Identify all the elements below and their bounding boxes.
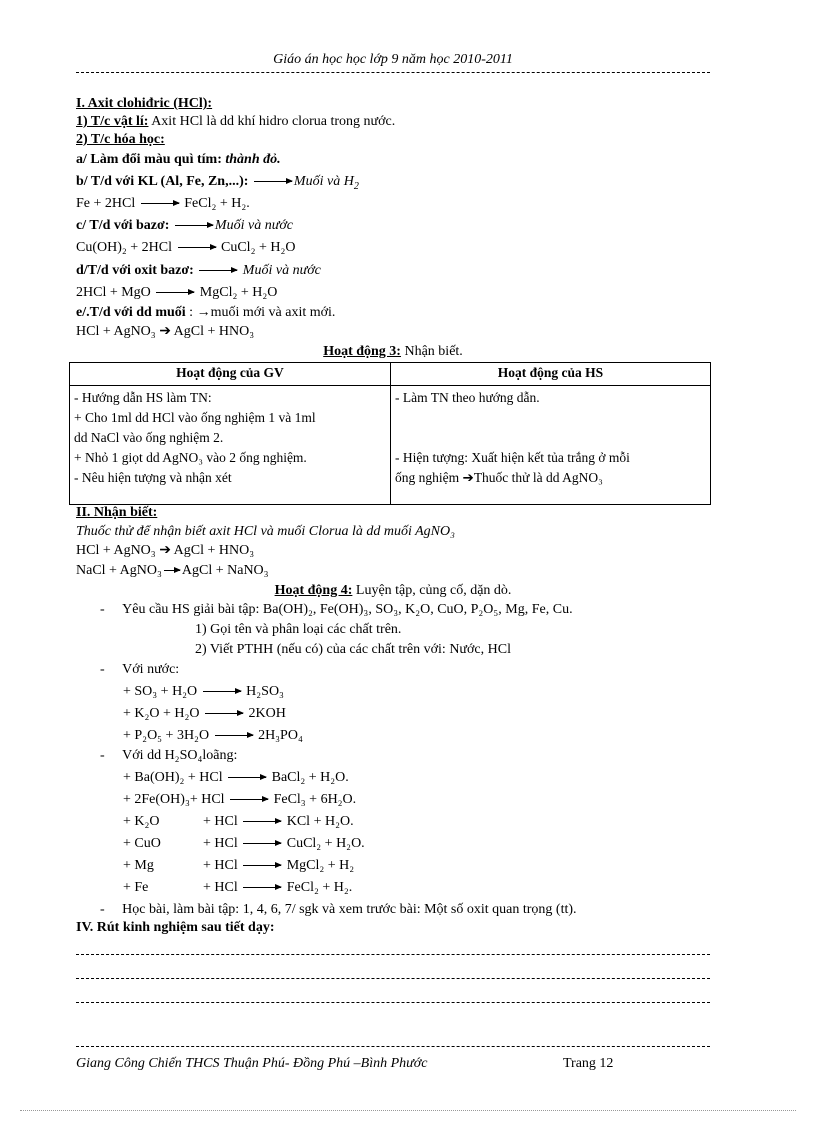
eq3-right: MgCl₂ + H₂O: [199, 285, 278, 300]
w3-right: 2H₃PO₄: [258, 728, 303, 743]
col-gv-header: Hoạt động của GV: [70, 363, 391, 386]
acid-eq-2: [123, 792, 356, 808]
equation-4: [76, 324, 254, 340]
a2-left: + 2Fe(OH)₃+ HCl: [123, 792, 225, 807]
gv-line: - Nêu hiện tượng và nhận xét: [74, 470, 232, 485]
equation-1: [76, 196, 250, 212]
notes-line: [76, 978, 710, 979]
activity3-text: Nhận biết.: [400, 344, 463, 359]
acid-label: Với dd H₂SO₄loãng:: [122, 748, 238, 763]
arrow-icon: [228, 777, 266, 778]
w1-right: H₂SO₃: [246, 684, 284, 699]
section2-heading: II. Nhận biết:: [76, 505, 158, 520]
implies-icon: ➔: [462, 470, 474, 485]
acid-eq-1: [123, 770, 349, 786]
notes-line: [76, 954, 710, 955]
arrow-icon: [199, 270, 237, 271]
physical-property: [76, 114, 395, 130]
water-eq-2: [123, 706, 286, 722]
arrow-icon: [156, 292, 194, 293]
a5-a: + Mg: [123, 858, 154, 873]
d-result: Muối và nước: [242, 263, 321, 278]
chemical-property-heading: 2) T/c hóa học:: [76, 132, 165, 147]
acid-eq-6: [123, 880, 352, 896]
hs-line: [395, 468, 706, 488]
homework-text: Học bài, làm bài tập: 1, 4, 6, 7/ sgk và xem trước bài: Một số oxit quan trọng (tt).: [122, 902, 577, 917]
a6-b: + HCl: [203, 880, 238, 895]
e-label: e/.T/d với dd muối: [76, 305, 186, 320]
a1-left: + Ba(OH)₂ + HCl: [123, 770, 223, 785]
hs-cell: [391, 386, 711, 505]
eq1-left: Fe + 2HCl: [76, 196, 136, 211]
gv-line: + Nhỏ 1 giọt dd AgNO₃ vào 2 ống nghiệm.: [74, 450, 307, 465]
activity4-text: Luyện tập, củng cố, dặn dò.: [352, 583, 512, 598]
eq1-right: FeCl₂ + H₂.: [184, 196, 250, 211]
page-bottom-border: [20, 1110, 796, 1111]
b-result-sub: 2: [353, 180, 359, 192]
reagent-text: Thuốc thử để nhận biết axit HCl và muối Clorua là dd muối AgNO₃: [76, 524, 455, 539]
equation-3: [76, 285, 277, 301]
b-label: b/ T/d với KL (Al, Fe, Zn,...):: [76, 174, 249, 189]
water-label: Với nước:: [122, 662, 180, 677]
hs-line3b: Thuốc thử là dd AgNO₃: [473, 470, 603, 485]
arrow-icon: [254, 181, 292, 182]
a4-right: CuCl₂ + H₂O.: [286, 836, 365, 851]
w3-left: + P₂O₅ + 3H₂O: [123, 728, 210, 743]
arrow-icon: [243, 865, 281, 866]
water-eq-1: [123, 684, 284, 700]
gv-line: - Hướng dẫn HS làm TN:: [74, 390, 212, 405]
acid-item: - Với dd H₂SO₄loãng:: [100, 748, 238, 763]
activity3-table: [69, 362, 711, 505]
water-eq-3: [123, 728, 303, 744]
task-text: Yêu cầu HS giải bài tập: Ba(OH)₂, Fe(OH)₃, SO₃, K₂O, CuO, P₂O₅, Mg, Fe, Cu.: [122, 602, 573, 617]
notes-line: [76, 1002, 710, 1003]
eq5-right: AgCl + HNO₃: [173, 543, 255, 558]
arrow-icon: [243, 821, 281, 822]
equation-2: [76, 240, 295, 256]
gv-line: + Cho 1ml dd HCl vào ống nghiệm 1 và 1ml: [74, 410, 316, 425]
homework-item: - Học bài, làm bài tập: 1, 4, 6, 7/ sgk và xem trước bài: Một số oxit quan trọng (tt).: [100, 902, 577, 917]
a5-b: + HCl: [203, 858, 238, 873]
equation-6: [76, 563, 269, 579]
section4-heading: IV. Rút kinh nghiệm sau tiết dạy:: [76, 920, 275, 935]
footer-rule: [76, 1046, 710, 1047]
a-text: thành đỏ.: [221, 152, 281, 167]
property-b: [76, 174, 359, 195]
b-result: Muối và H: [293, 174, 354, 189]
a4-b: + HCl: [203, 836, 238, 851]
arrow-icon: [230, 799, 268, 800]
eq5-left: HCl + AgNO₃: [76, 543, 156, 558]
arrow-icon: [243, 887, 281, 888]
eq6-right: AgCl + NaNO₃: [181, 563, 269, 578]
a1-right: BaCl₂ + H₂O.: [271, 770, 349, 785]
equation-5: [76, 543, 254, 559]
acid-eq-4: [123, 836, 365, 852]
implies-icon: →: [196, 305, 211, 320]
property-e: e/.T/d với dd muối : →muối mới và axit mới.: [76, 305, 336, 320]
hs-line: - Hiện tượng: Xuất hiện kết tủa trắng ở mỗi: [395, 450, 630, 465]
c-label: c/ T/d với bazơ:: [76, 218, 170, 233]
a3-b: + HCl: [203, 814, 238, 829]
w2-right: 2KOH: [248, 706, 286, 721]
arrow-icon: [164, 570, 180, 571]
task-item: - Yêu cầu HS giải bài tập: Ba(OH)₂, Fe(OH)₃, SO₃, K₂O, CuO, P₂O₅, Mg, Fe, Cu.: [100, 602, 573, 617]
hs-line3a: ống nghiệm: [395, 470, 460, 485]
a2-right: FeCl₃ + 6H₂O.: [273, 792, 357, 807]
eq6-left: NaCl + AgNO₃: [76, 563, 162, 578]
arrow-icon: [178, 247, 216, 248]
a5-right: MgCl₂ + H₂: [286, 858, 355, 873]
page-header: Giáo án học học lớp 9 năm học 2010-2011: [273, 52, 513, 67]
acid-eq-3: [123, 814, 354, 830]
task-sub1: 1) Gọi tên và phân loại các chất trên.: [195, 622, 402, 637]
phys-label: 1) T/c vật lí:: [76, 114, 149, 129]
e-text: muối mới và axit mới.: [210, 305, 336, 320]
c-result: Muối và nước: [214, 218, 294, 233]
activity3-title: [76, 344, 710, 360]
gv-cell: [70, 386, 391, 505]
header-rule: [76, 72, 710, 73]
arrow-icon: [203, 691, 241, 692]
arrow-icon: [175, 225, 213, 226]
a6-a: + Fe: [123, 880, 149, 895]
a-label: a/ Làm đổi màu quì tím:: [76, 152, 222, 167]
eq2-left: Cu(OH)₂ + 2HCl: [76, 240, 172, 255]
col-hs-header: Hoạt động của HS: [391, 363, 711, 386]
property-d: [76, 263, 321, 279]
hs-spacer: [395, 408, 706, 448]
w2-left: + K₂O + H₂O: [123, 706, 200, 721]
arrow-icon: [215, 735, 253, 736]
activity4-title: [76, 583, 710, 599]
property-c: [76, 218, 293, 234]
eq4-left: HCl + AgNO₃: [76, 324, 156, 339]
d-label: d/T/d với oxit bazơ:: [76, 263, 194, 278]
arrow-icon: [243, 843, 281, 844]
property-a: [76, 152, 281, 168]
page-number: Trang 12: [563, 1056, 614, 1071]
implies-icon: ➔: [159, 543, 171, 558]
a4-a: + CuO: [123, 836, 161, 851]
acid-eq-5: [123, 858, 354, 874]
hs-line: - Làm TN theo hướng dẫn.: [395, 390, 540, 405]
activity4-label: Hoạt động 4:: [274, 583, 353, 598]
gv-line: dd NaCl vào ống nghiệm 2.: [74, 430, 224, 445]
section1-heading: I. Axit clohiđric (HCl):: [76, 96, 213, 111]
eq4-right: AgCl + HNO₃: [173, 324, 255, 339]
a3-right: KCl + H₂O.: [286, 814, 354, 829]
arrow-icon: [205, 713, 243, 714]
implies-icon: ➔: [159, 324, 171, 339]
footer-author: Giang Công Chiến THCS Thuận Phú- Đồng Phú –Bình Phước: [76, 1056, 428, 1071]
water-item: - Với nước:: [100, 662, 180, 677]
phys-text: Axit HCl là dd khí hidro clorua trong nước.: [148, 114, 396, 129]
eq2-right: CuCl₂ + H₂O: [221, 240, 296, 255]
arrow-icon: [141, 203, 179, 204]
activity3-label: Hoạt động 3:: [323, 344, 401, 359]
a6-right: FeCl₂ + H₂.: [286, 880, 353, 895]
w1-left: + SO₃ + H₂O: [123, 684, 198, 699]
task-sub2: 2) Viết PTHH (nếu có) của các chất trên với: Nước, HCl: [195, 642, 511, 657]
a3-a: + K₂O: [123, 814, 160, 829]
eq3-left: 2HCl + MgO: [76, 285, 151, 300]
